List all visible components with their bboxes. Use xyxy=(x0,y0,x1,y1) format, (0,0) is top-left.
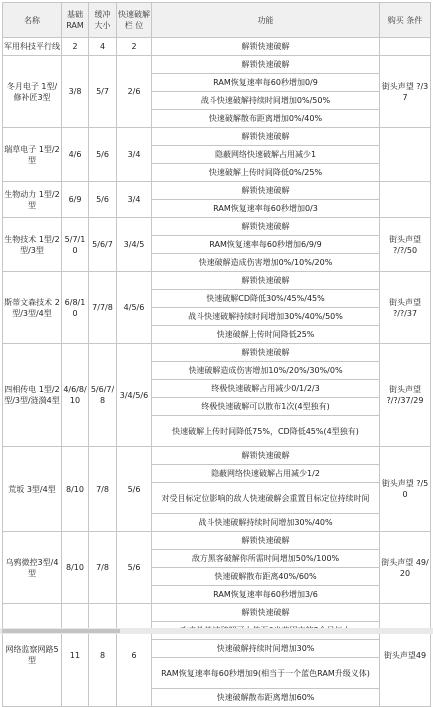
cell-function: 快速破解造成伤害增加0%/10%/20% xyxy=(152,254,380,272)
header-function: 功能 xyxy=(152,3,380,38)
cell-function: 终极快速破解可以散布1次(4型独有) xyxy=(152,398,380,416)
cell-function: 隐蔽网络快速破解占用减少1/2 xyxy=(152,465,380,483)
cell-slots: 3/4 xyxy=(117,128,152,182)
table-row xyxy=(3,532,431,550)
cell-function: 解锁快速破解 xyxy=(152,344,380,362)
table-row xyxy=(3,56,431,74)
cell-buy-condition: 街头声望 ?/?/50 xyxy=(380,218,431,272)
cell-function: 隐蔽网络快速破解占用减少1 xyxy=(152,146,380,164)
cell-buffer: 8 xyxy=(89,604,117,707)
cell-function: RAM恢复速率每60秒增加0/9 xyxy=(152,74,380,92)
cell-buy-condition xyxy=(380,38,431,56)
cell-ram: 8/10 xyxy=(62,447,89,532)
cell-function: 解锁快速破解 xyxy=(152,128,380,146)
cell-slots: 6 xyxy=(117,604,152,707)
cell-buffer: 5/7 xyxy=(89,56,117,128)
table-row xyxy=(3,218,431,236)
cell-name: 网络监察网路5型 xyxy=(3,604,62,707)
cell-ram: 2 xyxy=(62,38,89,56)
cell-buy-condition: 街头声望 ?/37 xyxy=(380,56,431,128)
scrollbar-thumb[interactable] xyxy=(2,629,120,633)
cell-function: 解锁快速破解 xyxy=(152,218,380,236)
cell-function: 解锁快速破解 xyxy=(152,56,380,74)
cell-buy-condition: 街头声望 ?/50 xyxy=(380,447,431,532)
cell-function: 解锁快速破解 xyxy=(152,38,380,56)
header-slots: 快速破解栏 位 xyxy=(117,3,152,38)
table-body xyxy=(3,38,431,707)
cell-function: RAM恢复速率每60秒增加3/6 xyxy=(152,586,380,604)
cell-buffer: 5/6/7 xyxy=(89,218,117,272)
cell-function: 快速破解上传时间降低75%，CD降低45%(4型独有) xyxy=(152,416,380,447)
comparison-table-container xyxy=(2,2,430,707)
table-row xyxy=(3,128,431,146)
cell-function: RAM恢复速率每60秒增加0/3 xyxy=(152,200,380,218)
cell-ram: 6/8/10 xyxy=(62,272,89,344)
cell-buffer: 7/8 xyxy=(89,447,117,532)
table-row xyxy=(3,182,431,200)
cell-function: 解锁快速破解 xyxy=(152,604,380,622)
cell-buy-condition xyxy=(380,128,431,182)
cell-ram: 8/10 xyxy=(62,532,89,604)
cell-ram: 11 xyxy=(62,604,89,707)
cell-function: 解锁快速破解 xyxy=(152,532,380,550)
cell-slots: 5/6 xyxy=(117,532,152,604)
cell-function: 战斗快速破解持续时间增加0%/50% xyxy=(152,92,380,110)
cell-function: RAM恢复速率每60秒增加6/9/9 xyxy=(152,236,380,254)
cell-ram: 5/7/10 xyxy=(62,218,89,272)
cell-buy-condition: 街头声望 ?/?/37/29 xyxy=(380,344,431,447)
cell-slots: 3/4 xyxy=(117,182,152,218)
cell-function: RAM恢复速率每60秒增加9(相当于一个蓝色RAM升级义体) xyxy=(152,658,380,689)
cell-function: 战斗快速破解持续时间增加30%/40% xyxy=(152,514,380,532)
cell-slots: 2 xyxy=(117,38,152,56)
cell-function: 解锁快速破解 xyxy=(152,272,380,290)
cell-ram: 3/8 xyxy=(62,56,89,128)
cell-function: 快速破解持续时间增加30% xyxy=(152,640,380,658)
cell-buffer: 4 xyxy=(89,38,117,56)
cell-name: 军用科技平行线 xyxy=(3,38,62,56)
cell-function: 快速破解上传时间降低0%/25% xyxy=(152,164,380,182)
cell-buffer: 7/8 xyxy=(89,532,117,604)
cell-name: 荒坂 3型/4型 xyxy=(3,447,62,532)
cell-ram: 4/6/8/10 xyxy=(62,344,89,447)
cell-buy-condition: 街头声望 ?/?/37 xyxy=(380,272,431,344)
cell-function: 终极快速破解占用减少0/1/2/3 xyxy=(152,380,380,398)
cell-function: 快速破解散布距离增加0%/40% xyxy=(152,110,380,128)
cell-name: 生物动力 1型/2型 xyxy=(3,182,62,218)
cell-function: 对受目标定位影响的敌人快速破解会重置目标定位持续时间 xyxy=(152,483,380,514)
cell-function: 战斗快速破解持续时间增加30%/40%/50% xyxy=(152,308,380,326)
cell-buy-condition: 街头声望49 xyxy=(380,604,431,707)
cyberdeck-comparison-table xyxy=(2,2,431,707)
header-buy-condition: 购买 条件 xyxy=(380,3,431,38)
cell-buffer: 7/7/8 xyxy=(89,272,117,344)
cell-ram: 6/9 xyxy=(62,182,89,218)
cell-buy-condition xyxy=(380,182,431,218)
header-row xyxy=(3,3,431,38)
header-ram: 基础 RAM xyxy=(62,3,89,38)
cell-function: 快速破解上传时间降低25% xyxy=(152,326,380,344)
horizontal-scrollbar[interactable] xyxy=(0,628,433,634)
cell-slots: 5/6 xyxy=(117,447,152,532)
cell-name: 斯蒂文森技术 2型/3型/4型 xyxy=(3,272,62,344)
cell-slots: 2/6 xyxy=(117,56,152,128)
header-name: 名称 xyxy=(3,3,62,38)
table-row xyxy=(3,38,431,56)
cell-buffer: 5/6 xyxy=(89,182,117,218)
cell-slots: 3/4/5 xyxy=(117,218,152,272)
cell-ram: 4/6 xyxy=(62,128,89,182)
table-row xyxy=(3,272,431,290)
table-row xyxy=(3,604,431,622)
cell-slots: 4/5/6 xyxy=(117,272,152,344)
cell-buffer: 5/6/7/8 xyxy=(89,344,117,447)
cell-function: 快速破解CD降低30%/45%/45% xyxy=(152,290,380,308)
cell-buy-condition: 街头声望 49/20 xyxy=(380,532,431,604)
cell-function: 快速破解造成伤害增加10%/20%/30%/0% xyxy=(152,362,380,380)
cell-function: 快速破解散布距离增加60% xyxy=(152,689,380,707)
cell-name: 乌鸦微控3型/4型 xyxy=(3,532,62,604)
cell-name: 生物技术 1型/2型/3型 xyxy=(3,218,62,272)
cell-function: 解锁快速破解 xyxy=(152,447,380,465)
cell-buffer: 5/6 xyxy=(89,128,117,182)
cell-function: 解锁快速破解 xyxy=(152,182,380,200)
cell-function: 敌方黑客破解你所需时间增加50%/100% xyxy=(152,550,380,568)
table-row xyxy=(3,344,431,362)
table-row xyxy=(3,447,431,465)
cell-name: 冬月电子 1型/修补匠3型 xyxy=(3,56,62,128)
cell-function: 快速破解散布距离40%/60% xyxy=(152,568,380,586)
cell-name: 四相传电 1型/2型/3型/涟漪4型 xyxy=(3,344,62,447)
cell-name: 瑞草电子 1型/2型 xyxy=(3,128,62,182)
header-buffer: 缓冲 大小 xyxy=(89,3,117,38)
cell-slots: 3/4/5/6 xyxy=(117,344,152,447)
